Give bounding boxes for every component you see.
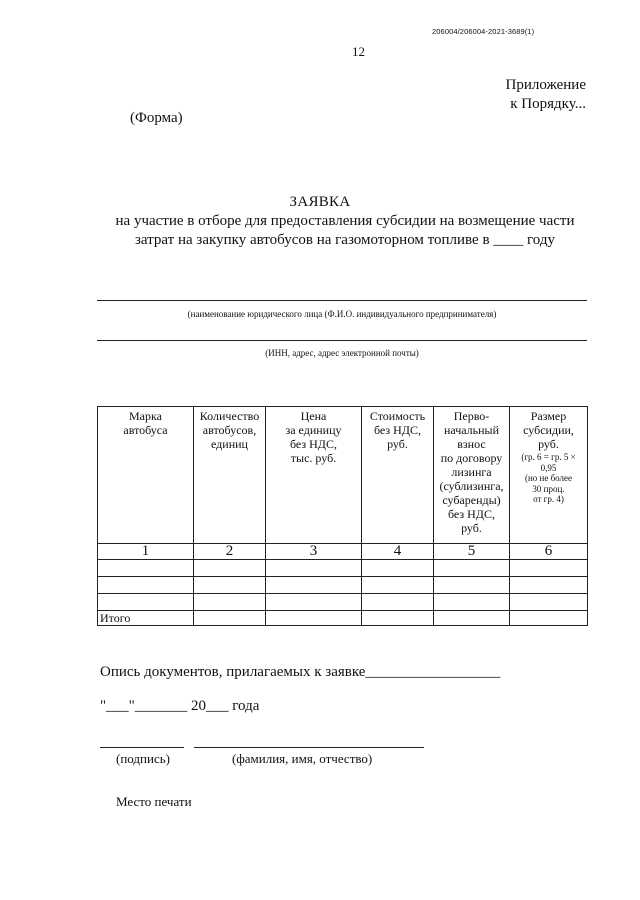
column-number: 1 [98,544,194,560]
table-cell [434,560,510,577]
table-cell [194,560,266,577]
table-cell [266,560,362,577]
column-number-row [98,544,588,560]
signature-caption: (подпись) [116,751,170,766]
table-cell [434,577,510,594]
table-cell [510,577,588,594]
form-label: (Форма) [130,110,183,126]
seal-place: Место печати [116,794,192,809]
page-number: 12 [352,44,365,59]
col-header-initial-payment: Перво- начальный взнос по договору лизинга (сублизинга, субаренды) без НДС, руб. [434,407,510,544]
entity-name-caption: (наименование юридического лица (Ф.И.О. индивидуального предпринимателя) [187,309,497,319]
appendix-note [470,76,586,114]
table-row [98,594,588,611]
subsidy-formula-note: (гр. 6 = гр. 5 × 0,95 (но не более 30 проц. от гр. 4) [521,452,576,504]
table-cell [98,594,194,611]
table-row [98,577,588,594]
table-cell [434,611,510,626]
table-cell [98,560,194,577]
table-cell [266,577,362,594]
signature-line [100,747,184,748]
table-cell [362,560,434,577]
table-cell [362,577,434,594]
column-number: 3 [266,544,362,560]
date-line: "___"_______ 20___ года [100,698,260,714]
column-number: 4 [362,544,434,560]
table-cell [194,577,266,594]
inn-caption: (ИНН, адрес, адрес электронной почты) [265,348,419,358]
table-cell [510,611,588,626]
col-header-brand: Марка автобуса [98,407,194,544]
document-title: ЗАЯВКА [289,194,351,210]
total-row [98,611,588,626]
col-header-quantity: Количество автобусов, единиц [194,407,266,544]
table-cell [194,594,266,611]
column-number: 6 [510,544,588,560]
table-row [98,560,588,577]
application-table [97,406,588,626]
column-number: 2 [194,544,266,560]
table-cell [266,611,362,626]
name-caption: (фамилия, имя, отчество) [232,751,373,766]
col-header-cost: Стоимость без НДС, руб. [362,407,434,544]
entity-name-line [97,300,587,301]
appendix-line-2: к Порядку... [510,96,586,112]
column-number: 5 [434,544,510,560]
table-cell [434,594,510,611]
total-label: Итого [98,611,194,626]
table-cell [510,560,588,577]
subtitle-line-1: на участие в отборе для предоставления субсидии на возмещение части [115,213,575,229]
document-subtitle [100,212,590,250]
table-cell [510,594,588,611]
appendix-line-1: Приложение [505,77,586,93]
col-header-unit-price: Цена за единицу без НДС, тыс. руб. [266,407,362,544]
documents-list-line: Опись документов, прилагаемых к заявке__________________ [100,664,501,680]
document-id: 206004/206004-2021-3689(1) [432,27,535,36]
table-cell [194,611,266,626]
name-line [194,747,424,748]
table-cell [98,577,194,594]
col-header-subsidy: Размер субсидии, руб. (гр. 6 = гр. 5 × 0,95 (но не более 30 проц. от гр. 4) [510,407,588,544]
table-cell [266,594,362,611]
table-cell [362,594,434,611]
table-header-row [98,407,588,544]
table-cell [362,611,434,626]
subtitle-line-2: затрат на закупку автобусов на газомоторном топливе в ____ году [134,232,556,248]
inn-line [97,340,587,341]
